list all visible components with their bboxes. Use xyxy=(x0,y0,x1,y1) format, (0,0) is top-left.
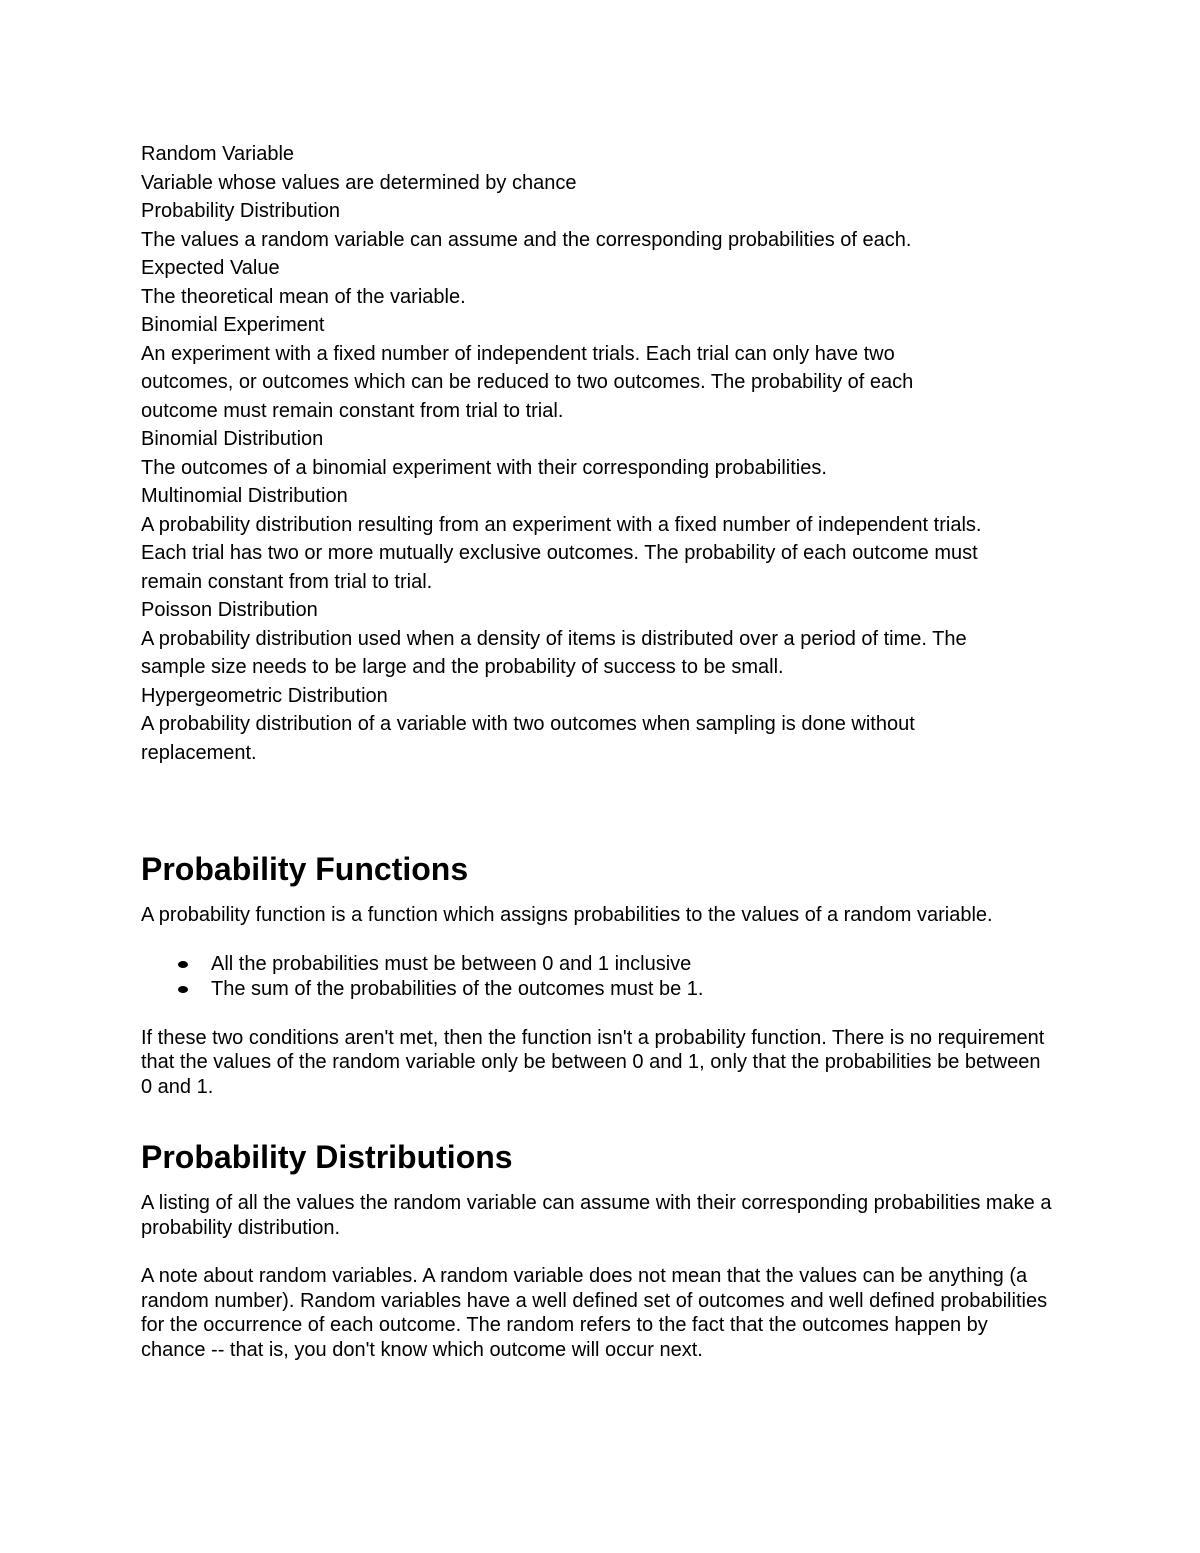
paragraph: A listing of all the values the random variable can assume with their corresponding probabilities make a probability distribution. xyxy=(141,1192,1052,1239)
glossary-definition: sample size needs to be large and the probability of success to be small. xyxy=(141,656,784,678)
glossary-term: Poisson Distribution xyxy=(141,599,318,621)
bullet-text: The sum of the probabilities of the outcomes must be 1. xyxy=(211,977,704,1000)
paragraph: A probability function is a function which assigns probabilities to the values of a random variable. xyxy=(141,904,993,926)
glossary-definition: A probability distribution used when a density of items is distributed over a period of time. The xyxy=(141,627,967,650)
glossary-term: Hypergeometric Distribution xyxy=(141,684,388,707)
glossary-term: Probability Distribution xyxy=(141,200,340,222)
glossary-term: Expected Value xyxy=(141,257,280,279)
section-heading: Probability Distributions xyxy=(141,1139,513,1175)
glossary-term: Binomial Experiment xyxy=(141,314,325,336)
glossary-definition: An experiment with a fixed number of independent trials. Each trial can only have two xyxy=(141,342,895,365)
bullet-item xyxy=(141,977,1056,1002)
glossary-definition: outcome must remain constant from trial to trial. xyxy=(141,399,564,422)
glossary-definition: A probability distribution resulting from an experiment with a fixed number of independent trials. xyxy=(141,513,982,536)
glossary-definition: A probability distribution of a variable with two outcomes when sampling is done without xyxy=(141,713,915,735)
glossary-term: Random Variable xyxy=(141,143,295,165)
glossary-definition: replacement. xyxy=(141,741,257,764)
bullet-icon xyxy=(178,961,188,968)
spacer xyxy=(141,767,1056,849)
bullet-icon xyxy=(178,986,188,993)
section-probability-functions xyxy=(141,849,1056,1099)
bullet-item xyxy=(141,952,1056,977)
glossary-definition: Variable whose values are determined by chance xyxy=(141,171,577,194)
bullet-list xyxy=(141,952,1056,1002)
paragraph: If these two conditions aren't met, then the function isn't a probability function. There is no requirement that the values of the random variable only be between 0 and 1, only that the probabilities be between 0 and 1. xyxy=(141,1026,1045,1098)
glossary-term: Binomial Distribution xyxy=(141,428,324,450)
document-page xyxy=(141,140,1056,1386)
glossary-term: Multinomial Distribution xyxy=(141,485,348,507)
glossary-definition: Each trial has two or more mutually exclusive outcomes. The probability of each outcome must xyxy=(141,542,978,564)
bullet-text: All the probabilities must be between 0 and 1 inclusive xyxy=(211,952,692,975)
spacer xyxy=(141,1123,1056,1137)
glossary xyxy=(141,140,1056,767)
paragraph: A note about random variables. A random variable does not mean that the values can be anything (a random number). Random variables have a well defined set of outcomes and well defined probabilities for the occurrence of each outcome. The random refers to the fact that the outcomes happen by chance -- that is, you don't know which outcome will occur next. xyxy=(141,1265,1048,1361)
glossary-definition: The outcomes of a binomial experiment with their corresponding probabilities. xyxy=(141,456,827,479)
glossary-definition: remain constant from trial to trial. xyxy=(141,570,433,593)
section-heading: Probability Functions xyxy=(141,851,469,887)
glossary-definition: The theoretical mean of the variable. xyxy=(141,285,466,308)
glossary-definition: The values a random variable can assume and the corresponding probabilities of each. xyxy=(141,228,912,251)
section-probability-distributions xyxy=(141,1137,1056,1362)
glossary-definition: outcomes, or outcomes which can be reduced to two outcomes. The probability of each xyxy=(141,371,914,393)
